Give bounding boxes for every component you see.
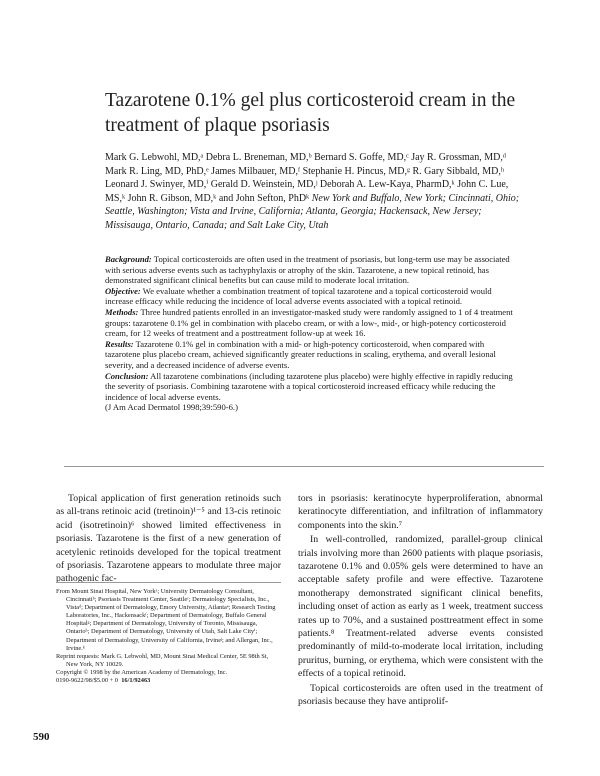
section-divider — [64, 466, 544, 467]
author-list: Mark G. Lebwohl, MD,ᵃ Debra L. Breneman, MD,ᵇ Bernard S. Goffe, MD,ᶜ Jay R. Grossman, MD,ᵈ Mark R. Ling, MD, PhD,ᵉ James Milbauer, MD,ᶠ Stephanie H. Pincus, MD,ᵍ R. Gary Sibbald, MD,ʰ Leonard J. Swinyer, MD,ⁱ Gerald D. Weinstein, MD,ʲ Deborah A. Lew-Kaya, PharmD,ᵏ John C. Lue, MS,ᵏ John R. Gibson, MD,ᵏ and John Sefton, PhDᵏ — [105, 152, 509, 204]
footnote-copyright: Copyright © 1998 by the American Academy of Dermatology, Inc. — [56, 668, 228, 676]
article-title: Tazarotene 0.1% gel plus corticosteroid cream in the treatment of plaque psoriasis — [105, 90, 516, 136]
body-column-left — [56, 492, 281, 586]
abstract-objective: Objective: We evaluate whether a combination treatment of topical tazarotene and a topical corticosteroid would increase efficacy while reducing the incidence of local adverse events associated with a topical retinoid. — [105, 285, 492, 307]
footnotes — [56, 588, 281, 685]
author-affiliations: New York and Buffalo, New York; Cincinnati, Ohio; Seattle, Washington; Vista and Irvine, California; Atlanta, Georgia; Hackensack, New Jersey; Missisauga, Ontario, Canada; and Salt Lake City, Utah — [105, 192, 520, 231]
footnote-reprint: Reprint requests: Mark G. Lebwohl, MD, Mount Sinai Medical Center, 5E 98th St, New York, NY 10029. — [56, 652, 269, 668]
body-paragraph: In well-controlled, randomized, parallel-group clinical trials involving more than 2600 patients with plaque psoriasis, tazarotene 0.1% and 0.05% gels were determined to have an acceptable safety profile and were effective. Tazarotene monotherapy demonstrated significant clinical benefits, including onset of action as early as 1 week, treatment success rates up to 70%, and a sustained posttreatment effect in some patients.⁸ Treatment-related adverse events consisted predominantly of mild-to-moderate local irritation, including pruritus, burning, or erythema, which were consistent with the effects of a topical retinoid. — [298, 534, 543, 680]
abstract-background: Background: Topical corticosteroids are often used in the treatment of psoriasis, but long-term use may be associated with serious adverse events such as tachyphylaxis or atrophy of the skin. Tazarotene, a new topical retinoid, has demonstrated significant clinical benefits but can cause mild to moderate local irritation. — [105, 254, 510, 286]
body-column-right — [298, 492, 543, 709]
abstract-citation: (J Am Acad Dermatol 1998;39:590-6.) — [105, 402, 238, 413]
footnote-affiliations: From Mount Sinai Hospital, New Yorkᵃ; University Dermatology Consultant, Cincinnatiᵇ; Psoriasis Treatment Center, Seattleᶜ; Dermatology Specialists, Inc., Vistaᵈ; Department of Dermatology, Emory University, Atlantaᵉ; Research Testing Laboratories, Inc., Hackensackᶠ; Department of Dermatology, Buffalo General Hospitalᵍ; Department of Dermatology, University of Toronto, Missisauga, Ontarioʰ; Department of Dermatology, University of Utah, Salt Lake Cityⁱ; Department of Dermatology, University of California, Irvineʲ; and Allergan, Inc., Irvine.ᵏ — [56, 588, 276, 652]
body-paragraph: Topical application of first generation retinoids such as all-trans retinoic acid (tretinoin)¹⁻⁵ and 13-cis retinoic acid (isotretinoin)⁶ showed limited effectiveness in psoriasis. Tazarotene is the first of a new generation of acetylenic retinoids developed for the topical treatment of psoriasis. Tazarotene appears to modulate three major pathogenic fac- — [56, 493, 281, 585]
page-number: 590 — [33, 731, 50, 743]
abstract — [105, 254, 515, 413]
author-block — [105, 151, 525, 233]
abstract-methods: Methods: Three hundred patients enrolled in an investigator-masked study were randomly assigned to 1 of 4 treatment groups: tazarotene 0.1% gel in combination with placebo cream, or with a low-, mid-, or high-potency corticosteroid cream, for 12 weeks of treatment and a posttreatment follow-up at week 16. — [105, 306, 513, 339]
footnote-divider — [56, 582, 281, 583]
footnote-code: 0190-9622/98/$5.00 + 0 16/1/92463 — [56, 677, 151, 685]
body-paragraph: tors in psoriasis: keratinocyte hyperproliferation, abnormal keratinocyte differentiation, and infiltration of inflammatory components into the skin.⁷ — [298, 493, 543, 531]
abstract-conclusion: Conclusion: All tazarotene combinations (including tazarotene plus placebo) were highly effective in rapidly reducing the severity of psoriasis. Combining tazarotene with a topical corticosteroid increased efficacy while reducing the incidence of local adverse events. — [105, 370, 513, 402]
body-paragraph: Topical corticosteroids are often used in the treatment of psoriasis because they have antiprolif- — [298, 682, 543, 708]
abstract-results: Results: Tazarotene 0.1% gel in combination with a mid- or high-potency corticosteroid, when compared with tazarotene plus placebo cream, achieved significantly greater reductions in scaling, erythema, and overall lesional severity, and a decreased incidence of adverse events. — [105, 338, 496, 370]
